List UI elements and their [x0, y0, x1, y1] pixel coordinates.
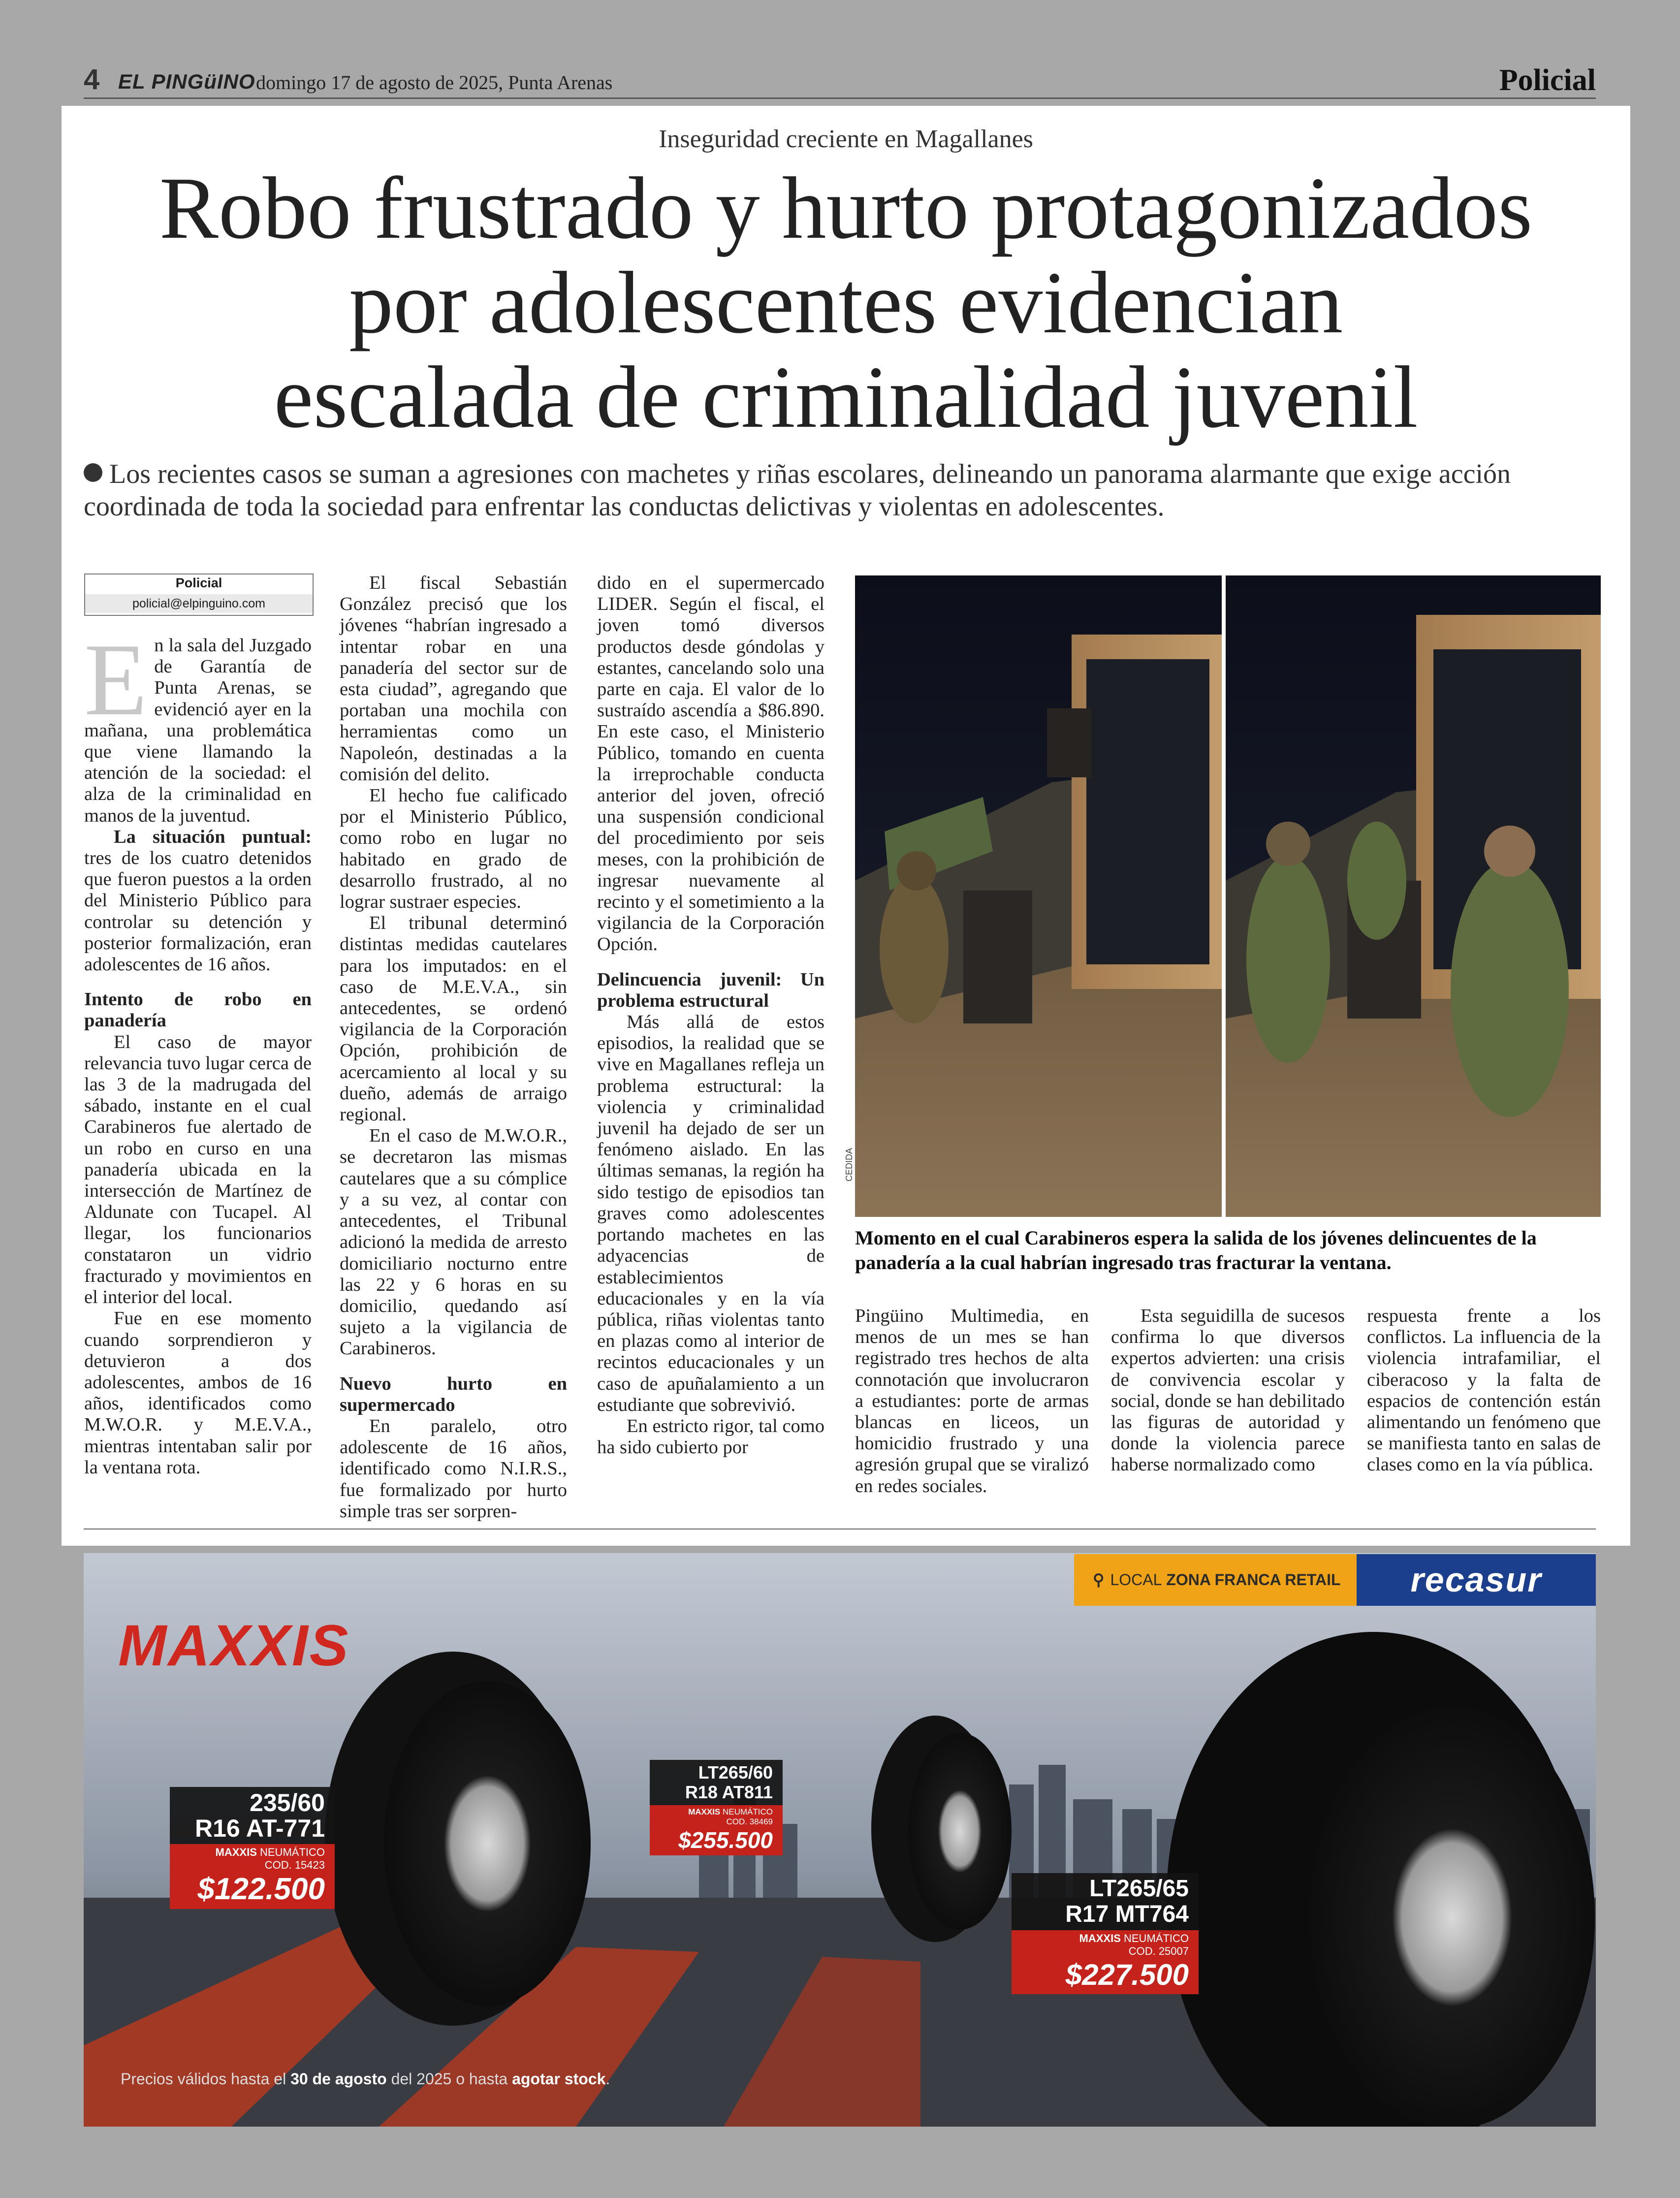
paragraph-lead: La situación puntual:: [114, 826, 312, 847]
tire-model: R17 MT764: [1065, 1901, 1189, 1927]
paragraph: respuesta frente a los conflictos. La influencia de la violencia intrafamiliar, el ciberacoso y la falta de espacios de contención están alimentando un fenómeno que se manifiesta tanto en salas de clases como en la vía pública.: [1367, 1306, 1601, 1475]
page-header: [84, 63, 1596, 99]
disclaimer-text: del 2025 o hasta: [391, 2070, 508, 2088]
location-pin-icon: ⚲: [1093, 1571, 1105, 1589]
bullet-icon: [84, 463, 102, 482]
store-name: ZONA FRANCA RETAIL: [1166, 1571, 1341, 1589]
tire-size-block: [170, 1787, 335, 1844]
subheading: Nuevo hurto en supermercado: [340, 1373, 567, 1415]
tire-code: COD. 15423: [264, 1859, 325, 1871]
tire-type: NEUMÁTICO: [723, 1807, 773, 1816]
deck-text: Los recientes casos se suman a agresiones con machetes y riñas escolares, delineando un panorama alarmante que exige acción coordinada de toda la sociedad para enfrentar las conductas delictivas y violentas en adolescentes.: [84, 459, 1511, 522]
photo-frame-right: [1226, 575, 1601, 1217]
tire-brand: MAXXIS: [215, 1846, 257, 1858]
price-tag-3: [1012, 1873, 1199, 1994]
disclaimer-date: 30 de agosto: [290, 2070, 387, 2088]
section-title: Policial: [1499, 64, 1596, 97]
disclaimer-text: Precios válidos hasta el: [121, 2070, 286, 2088]
ad-disclaimer: [121, 2070, 610, 2088]
byline-box: [84, 573, 314, 616]
advertisement[interactable]: [84, 1553, 1596, 2127]
tire-size-block: [1012, 1873, 1199, 1930]
paragraph: Pingüino Multimedia, en menos de un mes se han registrado tres hechos de alta connotación que involucraron a estudiantes: porte de armas blancas en liceos, un homicidio frustrado y una agresión grupal que se viralizó en redes sociales.: [855, 1306, 1089, 1497]
tire-code: COD. 38469: [726, 1817, 773, 1826]
store-location: [1074, 1554, 1357, 1606]
byline-section: Policial: [175, 575, 222, 590]
kicker: Inseguridad creciente en Magallanes: [659, 125, 1033, 153]
price-block: [170, 1844, 335, 1909]
paragraph: El caso de mayor relevancia tuvo lugar cerca de las 3 de la madrugada del sábado, instante en el cual Carabineros fue alertado de un robo en curso en una panadería ubicada en la intersección de Martínez de Aldunate con Tucapel. Al llegar, los funcionarios constataron un vidrio fracturado y movimientos en el interior del local.: [84, 1031, 312, 1308]
paragraph: tres de los cuatro detenidos que fueron puestos a la orden del Ministerio Público para controlar su detención y posterior formalización, eran adolescentes de 16 años.: [84, 848, 312, 975]
dateline: domingo 17 de agosto de 2025, Punta Arenas: [256, 71, 613, 94]
tire-price: $255.500: [678, 1827, 773, 1853]
paragraph: Esta seguidilla de sucesos confirma lo que diversos expertos advierten: una crisis de convivencia escolar y social, donde se han debilitado las figuras de autoridad y donde la violencia parece haberse normalizado como: [1111, 1306, 1345, 1475]
newspaper-logo: EL PINGüINO: [118, 70, 255, 93]
brand-logo: MAXXIS: [118, 1613, 350, 1678]
retailer-logo: recasur: [1357, 1554, 1596, 1606]
paragraph: En paralelo, otro adolescente de 16 años, identificado como N.I.R.S., fue formalizado por hurto simple tras ser sorpren-: [340, 1415, 567, 1522]
headline: [135, 161, 1556, 445]
tire-brand: MAXXIS: [1079, 1932, 1121, 1944]
tire-brand-line: [660, 1807, 773, 1817]
tire-brand-line: [1021, 1932, 1189, 1945]
tire-type: NEUMÁTICO: [1124, 1932, 1189, 1944]
article-column-4: [855, 1306, 1089, 1497]
byline-email[interactable]: policial@elpinguino.com: [85, 594, 313, 613]
store-local-label: LOCAL: [1110, 1571, 1162, 1589]
paragraph: Fue en ese momento cuando sorprendieron y detuvieron a dos adolescentes, ambos de 16 años, identificados como M.W.O.R. y M.E.V.A., mientras intentaban salir por la ventana rota.: [84, 1308, 312, 1478]
article-panel: [62, 106, 1630, 1546]
tire-size: 235/60: [250, 1789, 325, 1816]
tire-price: $122.500: [197, 1872, 325, 1906]
tire-size: LT265/65: [1089, 1876, 1189, 1902]
photo-caption: Momento en el cual Carabineros espera la salida de los jóvenes delincuentes de la panadería a la cual habrían ingresado tras fracturar la ventana.: [855, 1227, 1537, 1274]
tire-model: R18 AT811: [685, 1782, 773, 1802]
headline-line: escalada de criminalidad juvenil: [274, 348, 1418, 446]
price-block: [1012, 1930, 1199, 1994]
photo-credit: CEDIDA: [844, 1147, 854, 1181]
paragraph: En estricto rigor, tal como ha sido cubierto por: [597, 1415, 824, 1458]
article-column-6: [1367, 1306, 1601, 1476]
article-column-2: [340, 573, 567, 1522]
subheading: Delincuencia juvenil: Un problema estructural: [597, 969, 824, 1011]
paragraph: El fiscal Sebastián González precisó que los jóvenes “habrían ingresado a intentar robar en una panadería del sector sur de esta ciudad”, agregando que portaban una mochila con herramientas como un Napoleón, destinadas a la comisión del delito.: [340, 573, 567, 785]
subheading: Intento de robo en panadería: [84, 989, 312, 1031]
tire-code: COD. 25007: [1128, 1945, 1189, 1957]
disclaimer-end: .: [605, 2070, 610, 2088]
tire-brand: MAXXIS: [688, 1807, 721, 1816]
price-block: [650, 1805, 783, 1855]
page-number: 4: [84, 64, 100, 96]
article-column-3: [597, 573, 824, 1458]
drop-cap: E: [84, 623, 148, 737]
tire-size: LT265/60: [698, 1762, 773, 1783]
photo-frame-left: [855, 575, 1222, 1217]
headline-line: Robo frustrado y hurto protagonizados: [159, 159, 1533, 257]
paragraph: El tribunal determinó distintas medidas cautelares para los imputados: en el caso de M.E.V.A., sin antecedentes, se ordenó vigilancia de la Corporación Opción, prohibición de acercamiento al local y su dueño, además de arraigo regional.: [340, 913, 567, 1125]
deck: [84, 458, 1610, 523]
headline-line: por adolescentes evidencian: [349, 254, 1343, 351]
article-column-5: [1111, 1306, 1345, 1476]
disclaimer-stock: agotar stock: [512, 2070, 606, 2088]
tire-brand-line: [180, 1846, 325, 1859]
tire-type: NEUMÁTICO: [260, 1846, 325, 1858]
tire-price: $227.500: [1065, 1958, 1189, 1991]
paragraph: n la sala del Juzgado de Garantía de Punta Arenas, se evidenció ayer en la mañana, una problemática que viene llamando la atención de la sociedad: el alza de la criminalidad en manos de la juventud.: [84, 635, 312, 826]
paragraph: Más allá de estos episodios, la realidad que se vive en Magallanes refleja un problema estructural: la violencia y criminalidad juvenil ha dejado de ser un fenómeno aislado. En las últimas semanas, la región ha sido testigo de episodios tan graves como adolescentes portando machetes en las adyacencias de establecimientos educacionales y en la vía pública, riñas violentas tanto en plazas como al interior de recintos educacionales y un caso de apuñalamiento a un estudiante que sobrevivió.: [597, 1012, 824, 1415]
tire-size-block: [650, 1760, 783, 1805]
paragraph: En el caso de M.W.O.R., se decretaron las mismas cautelares que a su cómplice y a su vez, al contar con antecedentes, el Tribunal adicionó la medida de arresto domiciliario nocturno entre las 22 y 6 horas en su domicilio, quedando así sujeto a la vigilancia de Carabineros.: [340, 1125, 567, 1359]
store-banner[interactable]: [1074, 1554, 1596, 1606]
article-photo: [855, 575, 1601, 1217]
paragraph: El hecho fue calificado por el Ministerio Público, como robo en lugar no habitado en grado de desarrollo frustrado, al no lograr sustraer especies.: [340, 785, 567, 913]
price-tag-1: [170, 1787, 335, 1909]
tire-model: R16 AT-771: [194, 1815, 325, 1842]
price-tag-2: [650, 1760, 783, 1855]
paragraph: dido en el supermercado LIDER. Según el fiscal, el joven tomó diversos productos desde góndolas y estantes, cancelando solo una parte en caja. El valor de lo sustraído ascendía a $86.890. En este caso, el Ministerio Público, tomando en cuenta la irreprochable conducta anterior del joven, ofreció una suspensión condicional del procedimiento por seis meses, con la prohibición de ingresar nuevamente al recinto y el sometimiento a la vigilancia de la Corporación Opción.: [597, 573, 824, 955]
photo-illustration: [855, 575, 1601, 1217]
article-column-1: [84, 623, 312, 1478]
